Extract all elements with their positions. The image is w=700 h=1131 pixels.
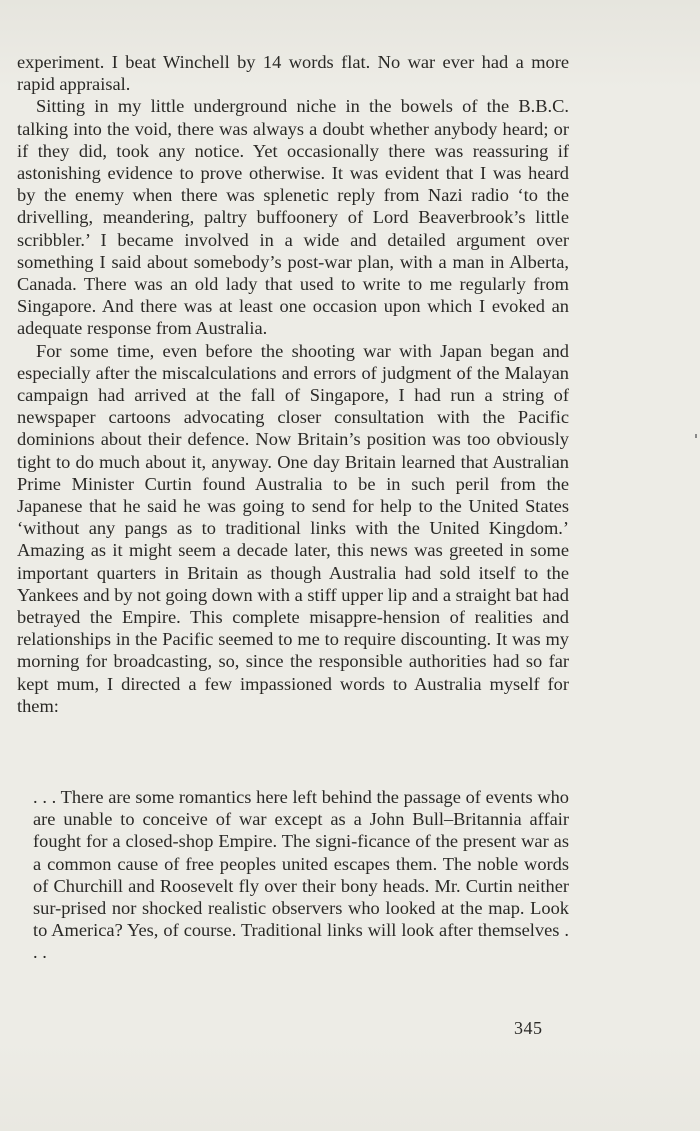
paragraph-bbc-niche: Sitting in my little underground niche in the bowels of the B.B.C. talking into the void, there was always a doubt whether anybody heard; or if they did, took any notice. Yet occasionally there was reassuring if astonishing evidence to prove otherwise. It was evident that I was heard by the enemy when there was splenetic reply from Nazi radio ‘to the drivelling, meandering, paltry buffoonery of Lord Beaverbrook’s little scribbler.’ I became involved in a wide and detailed argument over something I said about somebody’s post-war plan, with a man in Alberta, Canada. There was an old lady that used to write to me regularly from Singapore. And there was at least one occasion upon which I evoked an adequate response from Australia. bbox=[17, 96, 569, 339]
quote-text: . . . There are some romantics here left behind the passage of events who are unable to conceive of war except as a John Bull–Britannia affair fought for a closed-shop Empire. The signi-ficance of the present war as a common cause of free peoples united escapes them. The noble words of Churchill and Roosevelt fly over their bony heads. Mr. Curtin neither sur-prised nor shocked realistic observers who looked at the map. Look to America? Yes, of course. Traditional links will look after themselves . . . bbox=[33, 787, 569, 963]
paragraph-pacific-dominions: For some time, even before the shooting war with Japan began and especially after the miscalculations and errors of judgment of the Malayan campaign had arrived at the fall of Singapore, I had run a string of newspaper cartoons advocating closer consultation with the Pacific dominions about their defence. Now Britain’s position was too obviously tight to do much about it, anyway. One day Britain learned that Australian Prime Minister Curtin found Australia to be in such peril from the Japanese that he said he was going to send for help to the United States ‘without any pangs as to traditional links with the United Kingdom.’ Amazing as it might seem a decade later, this news was greeted in some important quarters in Britain as though Australia had sold itself to the Yankees and by not going down with a stiff upper lip and a straight bat had betrayed the Empire. This complete misappre-hension of realities and relationships in the Pacific seemed to me to require discounting. It was my morning for broadcasting, so, since the responsible authorities had so far kept mum, I directed a few impassioned words to Australia myself for them: bbox=[17, 340, 569, 716]
paragraph-continuation: experiment. I beat Winchell by 14 words flat. No war ever had a more rapid appraisal. bbox=[17, 52, 569, 95]
broadcast-quote bbox=[33, 786, 569, 964]
page-number: 345 bbox=[514, 1018, 543, 1038]
body-text bbox=[17, 51, 569, 717]
scan-speck bbox=[695, 434, 697, 438]
